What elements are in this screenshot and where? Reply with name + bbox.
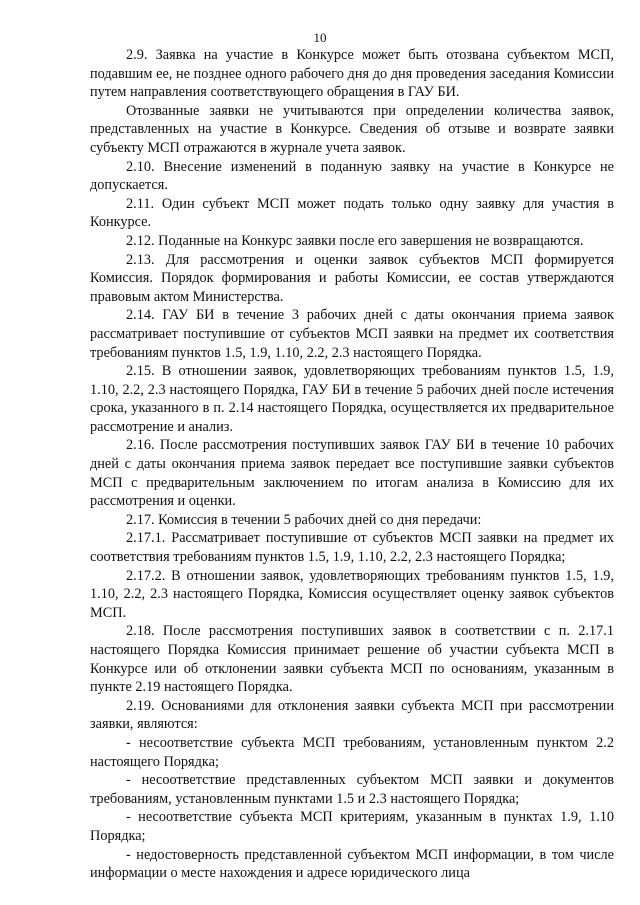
paragraph-2-10: 2.10. Внесение изменений в поданную заявку на участие в Конкурсе не допускается. — [90, 158, 614, 194]
paragraph-2-17: 2.17. Комиссия в течении 5 рабочих дней со дня передачи: — [126, 511, 482, 528]
paragraph-2-11: 2.11. Один субъект МСП может подать только одну заявку для участия в Конкурсе. — [90, 195, 614, 231]
page-number: 10 — [313, 30, 327, 45]
list-item-criteria: - несоответствие субъекта МСП критериям, указанным в пунктах 1.9, 1.10 Порядка; — [90, 809, 614, 844]
paragraph-2-12: 2.12. Поданные на Конкурс заявки после его завершения не возвращаются. — [126, 232, 584, 249]
paragraph-2-17-1: 2.17.1. Рассматривает поступившие от субъектов МСП заявки на предмет их соответствия требованиям пунктов 1.5, 1.9, 1.10, 2.2, 2.3 настоящего Порядка; — [90, 530, 614, 566]
paragraph-2-19: 2.19. Основаниями для отклонения заявки субъекта МСП при рассмотрении заявки, являются: — [90, 697, 614, 733]
paragraph-2-18: 2.18. После рассмотрения поступивших заявок в соответствии с п. 2.17.1 настоящего Порядка Комиссия принимает решение об участии субъекта МСП в Конкурсе или об отклонении заявки субъекта МСП по основаниям, указанным в пункте 2.19 настоящего Порядка. — [90, 623, 614, 696]
list-item-documents: - несоответствие представленных субъектом МСП заявки и документов требованиям, установленным пунктами 1.5 и 2.3 настоящего Порядка; — [90, 772, 614, 807]
paragraph-2-14: 2.14. ГАУ БИ в течение 3 рабочих дней с даты окончания приема заявок рассматривает поступившие от субъектов МСП заявки на предмет их соответствия требованиям пунктов 1.5, 1.9, 1.10, 2.2, 2.3 настоящего Порядка. — [90, 307, 614, 361]
paragraph-2-9: 2.9. Заявка на участие в Конкурсе может быть отозвана субъектом МСП, подавшим ее, не позднее одного рабочего дня до дня проведения заседания Комиссии путем направления соответствующего обращения в ГАУ БИ. — [90, 47, 614, 101]
paragraph-2-16: 2.16. После рассмотрения поступивших заявок ГАУ БИ в течение 10 рабочих дней с даты окончания приема заявок передает все поступившие заявки субъектов МСП с предварительным заключением по итогам анализа в Комиссию для их рассмотрения и оценки. — [90, 437, 614, 510]
paragraph-2-13: 2.13. Для рассмотрения и оценки заявок субъектов МСП формируется Комиссия. Порядок формирования и работы Комиссии, ее состав утверждаются правовым актом Министерства. — [90, 251, 614, 305]
paragraph-withdrawn-applications: Отозванные заявки не учитываются при определении количества заявок, представленных на участие в Конкурсе. Сведения об отзыве и возврате заявки субъекту МСП отражаются в журнале учета заявок. — [90, 102, 614, 156]
list-item-unreliable-info: - недостоверность представленной субъектом МСП информации, в том числе информации о месте нахождения и адресе юридического лица — [90, 846, 614, 882]
paragraph-2-17-2: 2.17.2. В отношении заявок, удовлетворяющих требованиям пунктов 1.5, 1.9, 1.10, 2.2, 2.3 настоящего Порядка, Комиссия осуществляет оценку заявок субъектов МСП. — [90, 567, 614, 621]
document-body — [90, 46, 614, 883]
list-item-requirements: - несоответствие субъекта МСП требованиям, установленным пунктом 2.2 настоящего Порядка; — [90, 734, 614, 770]
paragraph-2-15: 2.15. В отношении заявок, удовлетворяющих требованиям пунктов 1.5, 1.9, 1.10, 2.2, 2.3 настоящего Порядка, ГАУ БИ в течение 5 рабочих дней после истечения срока, указанного в п. 2.14 настоящего Порядка, осуществляется их предварительное рассмотрение и анализ. — [90, 363, 614, 435]
